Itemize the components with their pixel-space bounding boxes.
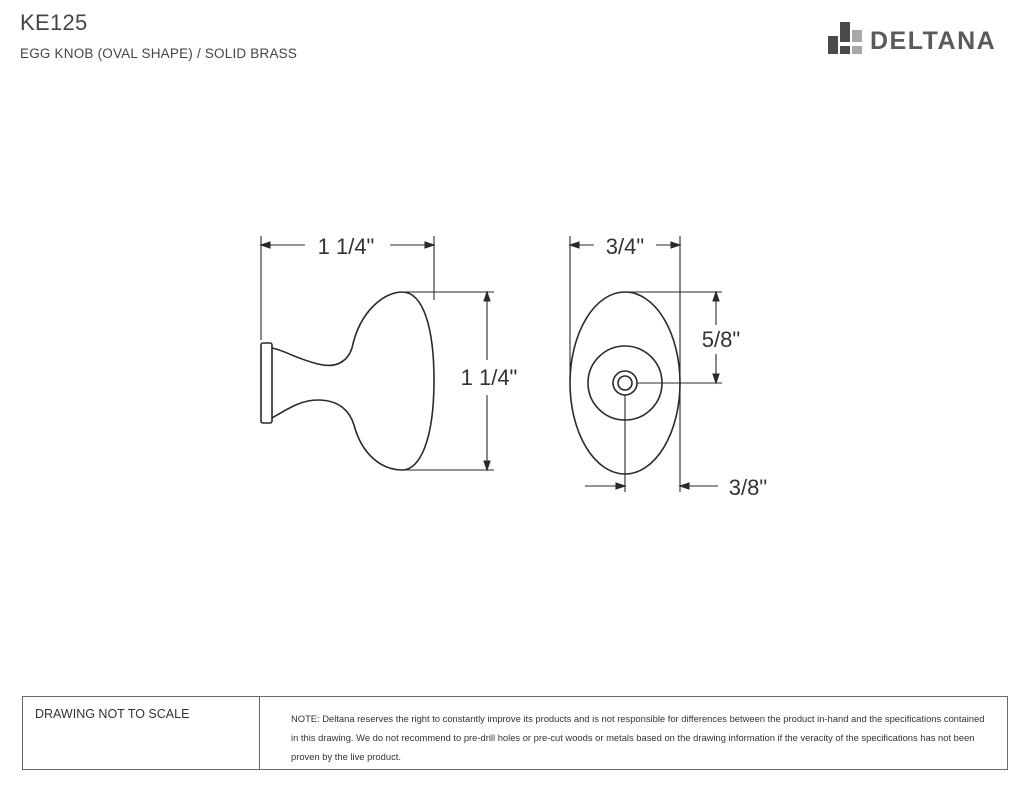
product-description: EGG KNOB (OVAL SHAPE) / SOLID BRASS xyxy=(20,46,298,61)
product-model-title: KE125 xyxy=(20,10,88,35)
knob-screw-hole-outer xyxy=(613,371,637,395)
brand-name: DELTANA xyxy=(870,27,997,55)
knob-side-outline xyxy=(272,292,434,470)
footer-box xyxy=(22,696,1008,770)
knob-screw-hole-inner xyxy=(618,376,632,390)
knob-side-view xyxy=(261,292,434,470)
knob-base-plate xyxy=(261,343,272,423)
side-height-label: 1 1/4" xyxy=(460,365,518,390)
disclaimer-note: NOTE: Deltana reserves the right to constantly improve its products and is not responsible for differences between the product in-hand and the specifications contained in this drawing. We do not recommend to pre-drill holes or pre-cut woods or metals based on the drawing information if the veracity of the specifications has not been proven by the live product. xyxy=(291,713,985,762)
footer-scale-cell xyxy=(23,697,260,769)
side-width-label: 1 1/4" xyxy=(317,234,375,259)
front-offset-label: 3/8" xyxy=(728,475,768,500)
front-width-label: 3/4" xyxy=(605,234,645,259)
front-center-label: 5/8" xyxy=(701,327,741,352)
scale-note: DRAWING NOT TO SCALE xyxy=(35,707,190,721)
